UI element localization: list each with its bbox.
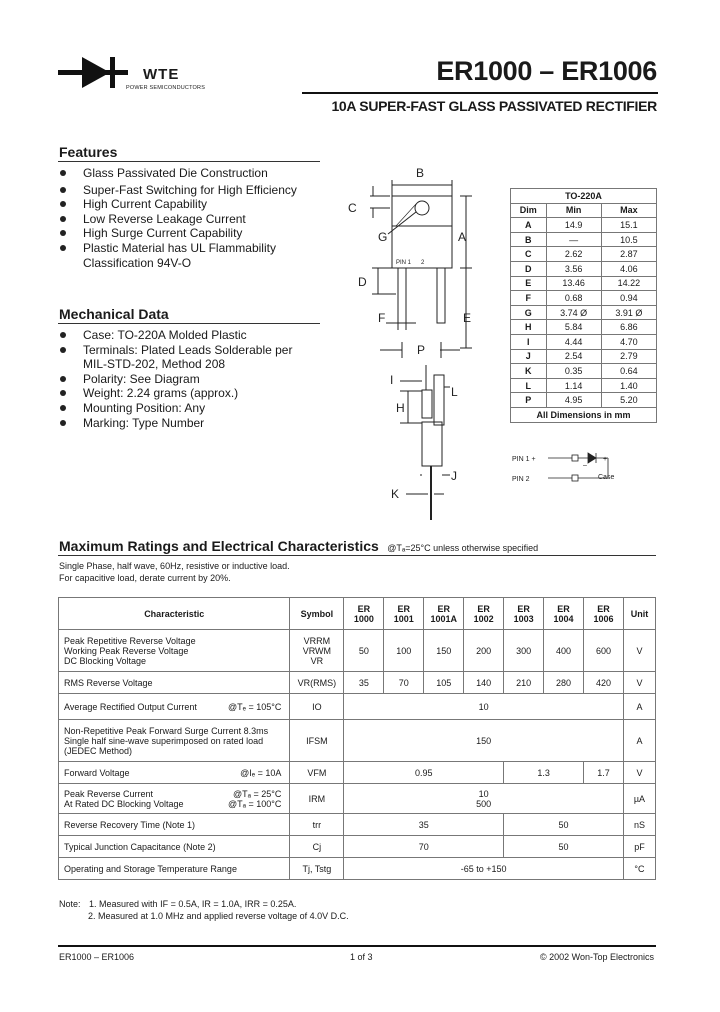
col-part xyxy=(344,598,384,630)
char-line: Working Peak Reverse Voltage xyxy=(64,645,189,656)
case-label: Case xyxy=(598,474,615,481)
dim-label-I: I xyxy=(390,373,394,387)
mechanical-heading: Mechanical Data xyxy=(59,306,169,322)
dim-col-header: Max xyxy=(601,203,656,218)
dim-row-F xyxy=(511,291,657,306)
dim-col-header: Min xyxy=(546,203,601,218)
footer-rule xyxy=(58,945,656,947)
unit-cell: pF xyxy=(623,836,655,858)
condition: @Iₑ = 10A xyxy=(240,767,282,778)
value-cell: 600 xyxy=(584,630,624,672)
value-cell: 400 xyxy=(544,630,584,672)
value-cell: -65 to +150 xyxy=(344,858,624,880)
footer-left: ER1000 – ER1006 xyxy=(59,952,135,962)
value-cell: 35 xyxy=(344,672,384,694)
feature-item: Super-Fast Switching for High Efficiency xyxy=(58,183,297,198)
value-cell xyxy=(344,784,624,814)
footer-center: 1 of 3 xyxy=(350,952,373,962)
dim-code: K xyxy=(511,364,547,379)
value-line: 500 xyxy=(476,798,492,809)
dim-code: H xyxy=(511,320,547,335)
char-line: Forward Voltage xyxy=(64,767,130,778)
row-characteristic xyxy=(59,720,290,762)
mech-item: Case: TO-220A Molded Plastic xyxy=(58,328,292,343)
mechanical-rule xyxy=(58,323,320,324)
value-cell: 280 xyxy=(544,672,584,694)
value-cell: 70 xyxy=(344,836,504,858)
ratings-heading-row xyxy=(59,538,538,556)
char-line: Average Rectified Output Current xyxy=(64,701,197,712)
dim-label-C: C xyxy=(348,201,357,215)
part-prefix: ER xyxy=(357,603,371,614)
dim-max: 5.20 xyxy=(601,393,656,408)
dim-min: — xyxy=(546,232,601,247)
row-characteristic xyxy=(59,630,290,672)
feature-item: Glass Passivated Die Construction xyxy=(58,166,297,181)
features-list xyxy=(58,166,297,270)
part-number: 1000 xyxy=(353,613,374,624)
mech-item: Marking: Type Number xyxy=(58,416,292,431)
dim-code: B xyxy=(511,232,547,247)
symbol-line: VRRM xyxy=(303,635,331,646)
value-cell: 50 xyxy=(504,836,624,858)
dim-min: 3.56 xyxy=(546,261,601,276)
value-cell: 1.3 xyxy=(504,762,584,784)
unit-cell: V xyxy=(623,630,655,672)
pin1-label: PIN 1 + xyxy=(512,456,536,463)
value-cell: 70 xyxy=(384,672,424,694)
row-characteristic: RMS Reverse Voltage xyxy=(59,672,290,694)
dim-row-P xyxy=(511,393,657,408)
pinout-schematic xyxy=(510,450,660,490)
dim-row-B xyxy=(511,232,657,247)
value-cell: 0.95 xyxy=(344,762,504,784)
ratings-note-1: Single Phase, half wave, 60Hz, resistive or inductive load. xyxy=(59,561,290,571)
dim-row-C xyxy=(511,247,657,262)
row-symbol: IRM xyxy=(290,784,344,814)
dim-label-J: J xyxy=(451,469,457,483)
col-unit: Unit xyxy=(623,598,655,630)
part-prefix: ER xyxy=(557,603,570,614)
footer-right: © 2002 Won-Top Electronics xyxy=(539,952,654,962)
part-prefix: ER xyxy=(477,603,490,614)
part-number: 1006 xyxy=(593,613,614,624)
dim-max: 0.64 xyxy=(601,364,656,379)
dim-min: 0.68 xyxy=(546,291,601,306)
dim-max: 14.22 xyxy=(601,276,656,291)
dim-col-header: Dim xyxy=(511,203,547,218)
part-subtitle: 10A SUPER-FAST GLASS PASSIVATED RECTIFIER xyxy=(331,98,657,114)
value-cell: 200 xyxy=(464,630,504,672)
dim-max: 10.5 xyxy=(601,232,656,247)
char-line: Peak Repetitive Reverse Voltage xyxy=(64,635,196,646)
dim-label-H: H xyxy=(396,401,405,415)
condition: @Tₑ = 105°C xyxy=(228,701,282,712)
col-part xyxy=(504,598,544,630)
brand-name: WTE xyxy=(143,66,180,83)
feature-item-cont: Classification 94V-O xyxy=(83,255,192,270)
dim-label-A: A xyxy=(458,230,467,244)
mechanical-list xyxy=(58,328,292,430)
value-cell: 1.7 xyxy=(584,762,624,784)
col-part xyxy=(384,598,424,630)
value-cell: 210 xyxy=(504,672,544,694)
value-cell: 150 xyxy=(424,630,464,672)
mech-item-cont: MIL-STD-202, Method 208 xyxy=(83,357,226,372)
feature-item: Low Reverse Leakage Current xyxy=(58,212,297,227)
row-characteristic: Typical Junction Capacitance (Note 2) xyxy=(59,836,290,858)
dim-label-P: P xyxy=(417,343,426,357)
dim-label-K: K xyxy=(391,487,400,501)
notes-label: Note: xyxy=(59,899,81,909)
row-characteristic: Reverse Recovery Time (Note 1) xyxy=(59,814,290,836)
value-line: 10 xyxy=(478,788,489,799)
dim-max: 6.86 xyxy=(601,320,656,335)
row-symbol: VFM xyxy=(290,762,344,784)
part-prefix: ER xyxy=(517,603,530,614)
row-characteristic xyxy=(59,762,290,784)
dim-row-D xyxy=(511,261,657,276)
dim-max: 2.87 xyxy=(601,247,656,262)
dim-min: 5.84 xyxy=(546,320,601,335)
dim-code: J xyxy=(511,349,547,364)
note-2: 2. Measured at 1.0 MHz and applied reverse voltage of 4.0V D.C. xyxy=(88,911,349,921)
unit-cell: A xyxy=(623,694,655,720)
ratings-heading: Maximum Ratings and Electrical Characteristics xyxy=(59,538,379,554)
row-symbol: Tj, Tstg xyxy=(290,858,344,880)
ratings-condition: @Tₐ=25°C unless otherwise specified xyxy=(387,543,539,553)
dim-min: 1.14 xyxy=(546,378,601,393)
feature-item: High Current Capability xyxy=(58,197,297,212)
char-line: (JEDEC Method) xyxy=(64,745,133,756)
dim-code: P xyxy=(511,393,547,408)
dim-row-I xyxy=(511,334,657,349)
dim-max: 4.06 xyxy=(601,261,656,276)
pin2-label: PIN 2 xyxy=(512,476,530,483)
value-cell: 10 xyxy=(344,694,624,720)
dim-row-L xyxy=(511,378,657,393)
part-title: ER1000 – ER1006 xyxy=(436,56,657,86)
col-characteristic: Characteristic xyxy=(59,598,290,630)
col-part xyxy=(424,598,464,630)
col-part xyxy=(544,598,584,630)
row-symbol: VR(RMS) xyxy=(290,672,344,694)
symbol-line: VRWM xyxy=(302,645,332,656)
dim-code: E xyxy=(511,276,547,291)
dim-row-K xyxy=(511,364,657,379)
dim-label-G: G xyxy=(378,230,388,244)
dim-code: A xyxy=(511,218,547,233)
row-symbol: IO xyxy=(290,694,344,720)
part-number: 1003 xyxy=(513,613,534,624)
dim-footer: All Dimensions in mm xyxy=(511,407,657,422)
feature-item: Plastic Material has UL Flammability xyxy=(58,241,297,256)
row-symbol: trr xyxy=(290,814,344,836)
part-number: 1001A xyxy=(430,613,457,624)
char-line: Single half sine-wave superimposed on rated load xyxy=(64,735,264,746)
col-symbol: Symbol xyxy=(290,598,344,630)
dimension-rows xyxy=(511,218,657,408)
dim-min: 13.46 xyxy=(546,276,601,291)
dim-code: D xyxy=(511,261,547,276)
dim-label-L: L xyxy=(451,385,458,399)
condition: @Tₐ = 25°C xyxy=(233,788,282,799)
minus-mark: – xyxy=(583,462,587,469)
dim-label-E: E xyxy=(463,311,472,325)
dim-max: 15.1 xyxy=(601,218,656,233)
char-line: At Rated DC Blocking Voltage xyxy=(64,798,184,809)
part-prefix: ER xyxy=(397,603,411,614)
row-symbol: IFSM xyxy=(290,720,344,762)
char-line: Peak Reverse Current xyxy=(64,788,154,799)
dim-max: 4.70 xyxy=(601,334,656,349)
col-part xyxy=(464,598,504,630)
row-symbol: Cj xyxy=(290,836,344,858)
dim-min: 3.74 Ø xyxy=(546,305,601,320)
value-cell: 105 xyxy=(424,672,464,694)
dim-max: 0.94 xyxy=(601,291,656,306)
dim-code: C xyxy=(511,247,547,262)
value-cell: 140 xyxy=(464,672,504,694)
row-symbol xyxy=(290,630,344,672)
unit-cell: nS xyxy=(623,814,655,836)
dim-code: F xyxy=(511,291,547,306)
pin-marks: PIN 1 2 xyxy=(396,260,425,266)
row-characteristic xyxy=(59,784,290,814)
row-characteristic xyxy=(59,694,290,720)
ratings-note-2: For capacitive load, derate current by 20%. xyxy=(59,573,231,583)
dim-max: 3.91 Ø xyxy=(601,305,656,320)
dim-label-B: B xyxy=(416,166,425,180)
unit-cell: A xyxy=(623,720,655,762)
unit-cell: °C xyxy=(623,858,655,880)
col-part xyxy=(584,598,624,630)
mech-item: Mounting Position: Any xyxy=(58,401,292,416)
notes xyxy=(59,898,349,922)
symbol-line: VR xyxy=(310,655,324,666)
char-line: DC Blocking Voltage xyxy=(64,655,147,666)
package-name: TO-220A xyxy=(511,189,657,204)
dim-label-D: D xyxy=(358,275,367,289)
mech-item: Terminals: Plated Leads Solderable per xyxy=(58,343,292,358)
dim-min: 2.62 xyxy=(546,247,601,262)
value-cell: 100 xyxy=(384,630,424,672)
dim-row-E xyxy=(511,276,657,291)
unit-cell: V xyxy=(623,672,655,694)
row-characteristic: Operating and Storage Temperature Range xyxy=(59,858,290,880)
dim-row-G xyxy=(511,305,657,320)
unit-cell: µA xyxy=(623,784,655,814)
dim-code: G xyxy=(511,305,547,320)
value-cell: 50 xyxy=(344,630,384,672)
value-cell: 50 xyxy=(504,814,624,836)
feature-item: High Surge Current Capability xyxy=(58,226,297,241)
package-diagram xyxy=(340,160,510,525)
brand-subtitle: POWER SEMICONDUCTORS xyxy=(126,85,206,91)
dim-min: 2.54 xyxy=(546,349,601,364)
char-line: Non-Repetitive Peak Forward Surge Current 8.3ms xyxy=(64,725,269,736)
dim-label-F: F xyxy=(378,311,386,325)
condition: @Tₐ = 100°C xyxy=(228,798,282,809)
dim-min: 4.44 xyxy=(546,334,601,349)
note-1: 1. Measured with IF = 0.5A, IR = 1.0A, IRR = 0.25A. xyxy=(89,899,297,909)
dim-row-J xyxy=(511,349,657,364)
dim-min: 14.9 xyxy=(546,218,601,233)
unit-cell: V xyxy=(623,762,655,784)
mech-item: Polarity: See Diagram xyxy=(58,372,292,387)
dim-row-A xyxy=(511,218,657,233)
features-rule xyxy=(58,161,320,162)
value-cell: 420 xyxy=(584,672,624,694)
value-cell: 35 xyxy=(344,814,504,836)
part-number: 1001 xyxy=(393,613,414,624)
dim-min: 4.95 xyxy=(546,393,601,408)
dimension-table xyxy=(510,188,657,423)
dim-code: L xyxy=(511,378,547,393)
header-rule xyxy=(302,92,658,94)
value-cell: 300 xyxy=(504,630,544,672)
part-number: 1002 xyxy=(473,613,494,624)
dim-min: 0.35 xyxy=(546,364,601,379)
dim-row-H xyxy=(511,320,657,335)
plus-mark: + xyxy=(603,456,608,463)
dim-code: I xyxy=(511,334,547,349)
part-number: 1004 xyxy=(553,613,574,624)
mech-item: Weight: 2.24 grams (approx.) xyxy=(58,386,292,401)
ratings-table xyxy=(58,597,656,880)
value-cell: 150 xyxy=(344,720,624,762)
features-heading: Features xyxy=(59,144,118,160)
part-prefix: ER xyxy=(597,603,610,614)
part-prefix: ER xyxy=(437,603,450,614)
dim-max: 2.79 xyxy=(601,349,656,364)
dim-max: 1.40 xyxy=(601,378,656,393)
